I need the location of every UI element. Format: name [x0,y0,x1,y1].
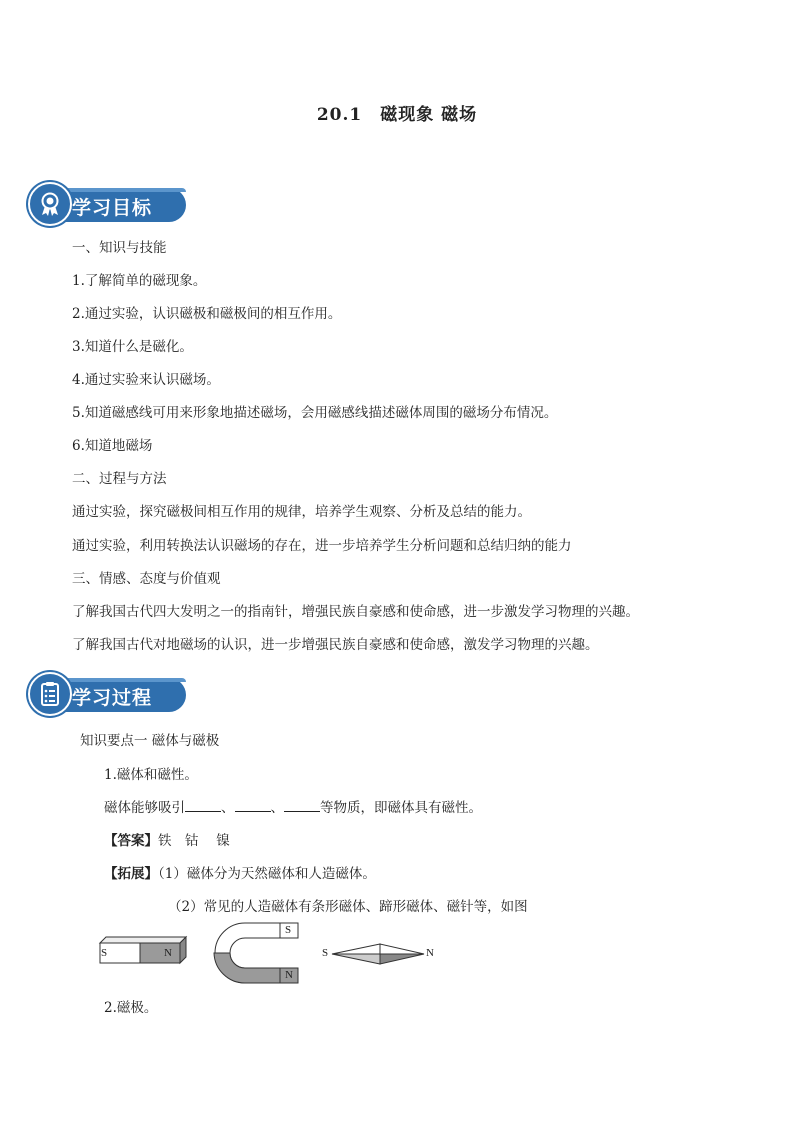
goal-line: 三、情感、态度与价值观 [72,571,221,587]
needle-n-label: N [426,947,434,959]
item-heading: 2.磁极。 [104,1000,158,1016]
needle-s-label: S [322,947,329,959]
extension-line: 【拓展】（1）磁体分为天然磁体和人造磁体。 [104,866,376,882]
goal-line: 通过实验，探究磁极间相互作用的规律，培养学生观察、分析及总结的能力。 [72,504,531,520]
section-banner-goals [28,182,186,226]
answer-text: 铁 钴 镍 [158,833,230,849]
bar-magnet-figure [98,935,188,969]
horseshoe-magnet-figure [210,918,305,992]
goal-line: 2.通过实验，认识磁极和磁极间的相互作用。 [72,306,342,322]
extension-tag: 【拓展】 [104,866,158,882]
goal-line: 通过实验，利用转换法认识磁场的存在，进一步培养学生分析问题和总结归纳的能力 [72,538,572,554]
extension-line-2: （2）常见的人造磁体有条形磁体、蹄形磁体、磁针等，如图 [168,899,528,915]
horseshoe-n-label: N [285,969,293,981]
goal-line: 了解我国古代四大发明之一的指南针，增强民族自豪感和使命感，进一步激发学习物理的兴趣。 [72,604,639,620]
goal-line: 5.知道磁感线可用来形象地描述磁场，会用磁感线描述磁体周围的磁场分布情况。 [72,405,558,421]
fill-in-question: 磁体能够吸引 、 、 等物质，即磁体具有磁性。 [104,800,482,816]
bar-n-label: N [164,947,172,959]
goal-line: 1.了解简单的磁现象。 [72,273,207,289]
magnetic-needle-figure [320,940,434,974]
blank [185,799,221,812]
banner-label: 学习过程 [72,687,153,709]
goal-line: 3.知道什么是磁化。 [72,339,193,355]
knowledge-point-heading: 知识要点一 磁体与磁极 [80,733,220,749]
blank [284,799,320,812]
goal-line: 一、知识与技能 [72,240,167,256]
banner-label: 学习目标 [72,197,153,219]
bar-s-label: S [101,947,108,959]
award-icon [28,182,72,226]
goal-line: 了解我国古代对地磁场的认识，进一步增强民族自豪感和使命感，激发学习物理的兴趣。 [72,637,599,653]
section-banner-process [28,672,186,716]
answer-line [104,829,230,849]
horseshoe-s-label: S [285,924,292,936]
goal-line: 4.通过实验来认识磁场。 [72,372,220,388]
checklist-icon [28,672,72,716]
goal-line: 6.知道地磁场 [72,438,153,454]
goal-line: 二、过程与方法 [72,471,167,487]
page-title: 20.1 磁现象 磁场 [316,105,478,125]
item-heading: 1.磁体和磁性。 [104,767,198,783]
answer-tag: 【答案】 [104,833,158,849]
blank [235,799,271,812]
